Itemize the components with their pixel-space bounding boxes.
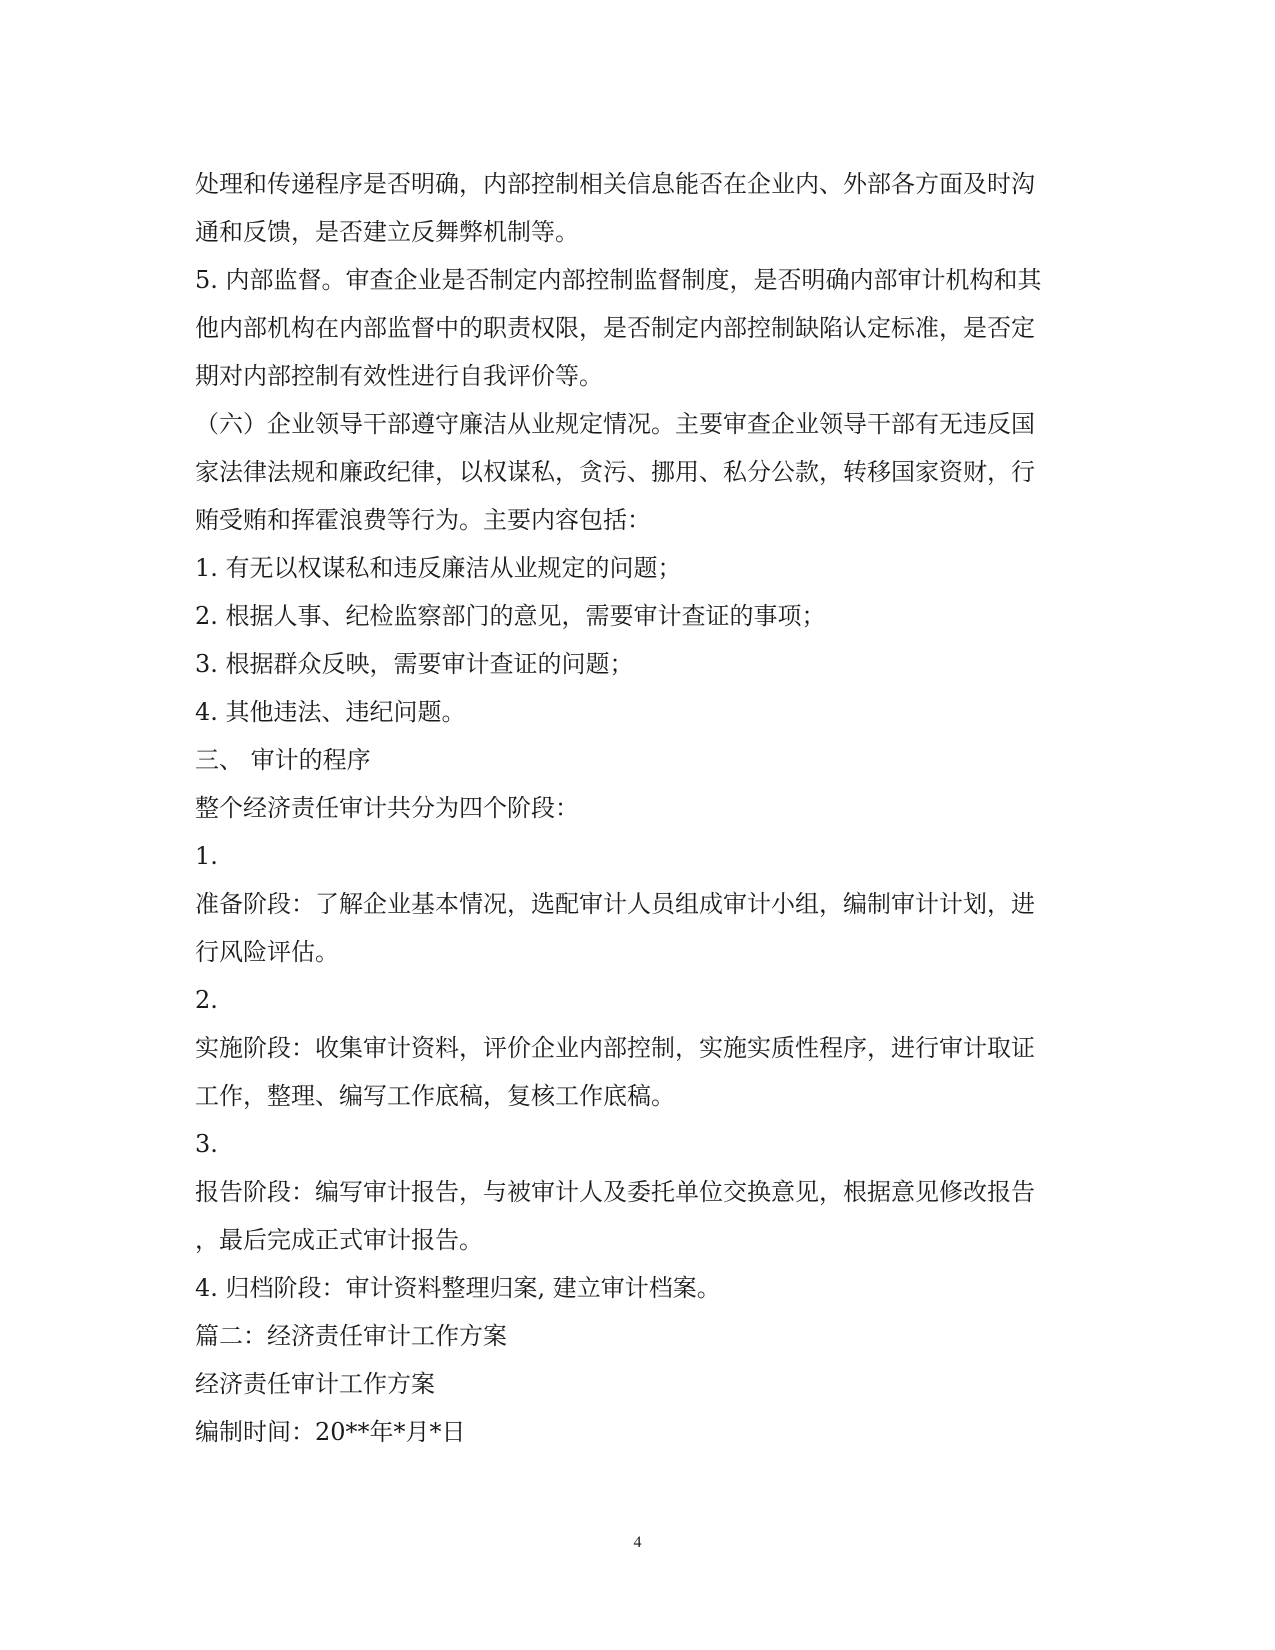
text-line: 通和反馈，是否建立反舞弊机制等。: [195, 218, 579, 246]
document-title: 经济责任审计工作方案: [195, 1370, 435, 1398]
text-line: 1. 有无以权谋私和违反廉洁从业规定的问题；: [195, 554, 682, 582]
text-line: ，最后完成正式审计报告。: [195, 1226, 483, 1254]
section-heading: 三、 审计的程序: [195, 746, 371, 774]
text-line: 2. 根据人事、纪检监察部门的意见，需要审计查证的事项；: [195, 602, 826, 630]
compile-date: 编制时间：20**年*月*日: [195, 1418, 466, 1446]
text-line: 实施阶段：收集审计资料，评价企业内部控制，实施实质性程序，进行审计取证: [195, 1034, 1035, 1062]
text-line: 4. 归档阶段：审计资料整理归案, 建立审计档案。: [195, 1274, 721, 1302]
page-number: 4: [633, 1534, 642, 1551]
text-line: 工作，整理、编写工作底稿，复核工作底稿。: [195, 1082, 675, 1110]
text-line: 处理和传递程序是否明确，内部控制相关信息能否在企业内、外部各方面及时沟: [195, 170, 1035, 198]
text-line: （六）企业领导干部遵守廉洁从业规定情况。主要审查企业领导干部有无违反国: [195, 410, 1035, 438]
text-line: 期对内部控制有效性进行自我评价等。: [195, 362, 603, 390]
list-number: 2.: [195, 986, 218, 1014]
text-line: 3. 根据群众反映，需要审计查证的问题；: [195, 650, 634, 678]
text-line: 整个经济责任审计共分为四个阶段：: [195, 794, 579, 822]
text-line: 准备阶段：了解企业基本情况，选配审计人员组成审计小组，编制审计计划，进: [195, 890, 1035, 918]
text-line: 家法律法规和廉政纪律，以权谋私，贪污、挪用、私分公款，转移国家资财，行: [195, 458, 1035, 486]
text-line: 他内部机构在内部监督中的职责权限，是否制定内部控制缺陷认定标准，是否定: [195, 314, 1035, 342]
text-line: 5. 内部监督。审查企业是否制定内部控制监督制度，是否明确内部审计机构和其: [195, 266, 1042, 294]
list-number: 1.: [195, 842, 218, 870]
text-line: 贿受贿和挥霍浪费等行为。主要内容包括：: [195, 506, 651, 534]
body-text: [195, 160, 1075, 1456]
list-number: 3.: [195, 1130, 218, 1158]
text-line: 4. 其他违法、违纪问题。: [195, 698, 466, 726]
text-line: 报告阶段：编写审计报告，与被审计人及委托单位交换意见，根据意见修改报告: [195, 1178, 1035, 1206]
chapter-heading: 篇二：经济责任审计工作方案: [195, 1322, 507, 1350]
text-line: 行风险评估。: [195, 938, 339, 966]
